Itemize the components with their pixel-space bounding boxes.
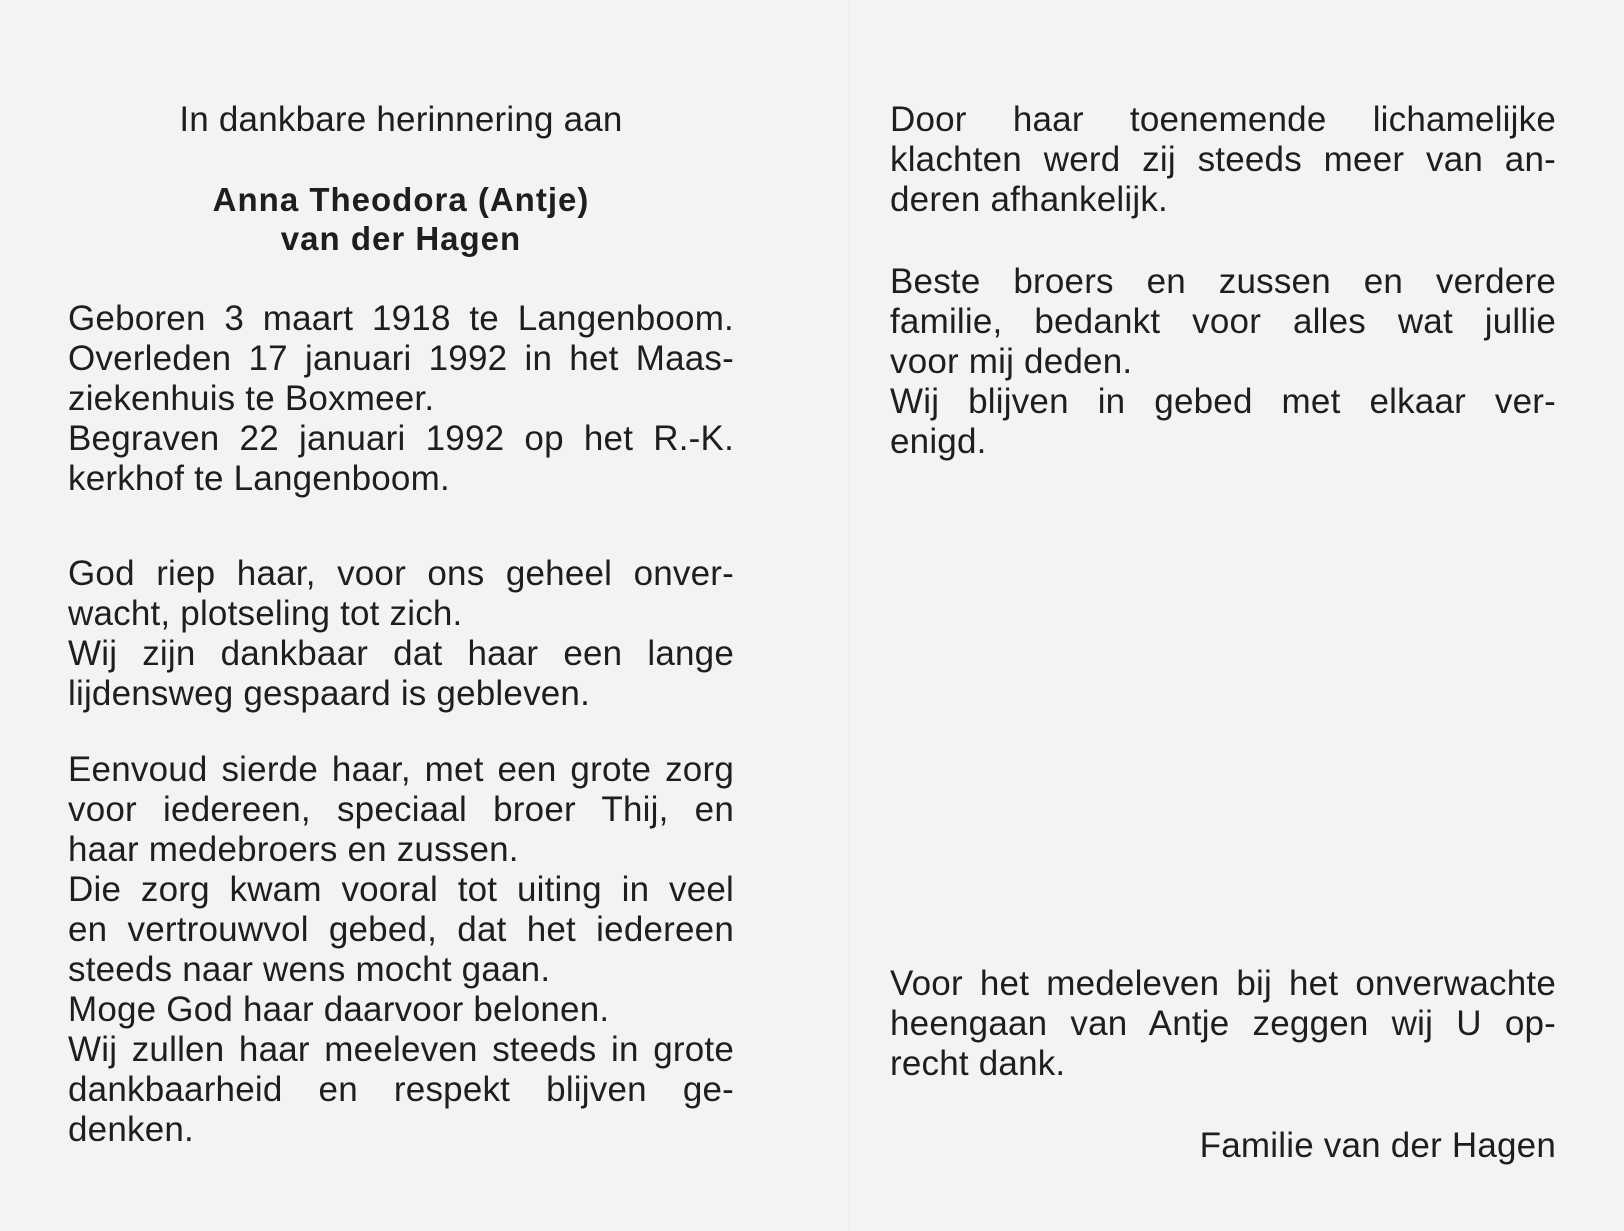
intro-text: In dankbare herinnering aan bbox=[179, 100, 623, 139]
text-line: heengaan van Antje zeggen wij U op- bbox=[890, 1004, 1556, 1043]
text-line: Eenvoud sierde haar, met een grote zorg bbox=[68, 750, 734, 789]
paragraph-thanks bbox=[890, 964, 1556, 1084]
burial-line: Begraven 22 januari 1992 op het R.-K. bbox=[68, 419, 734, 458]
text-line: familie, bedankt voor alles wat jullie bbox=[890, 302, 1556, 341]
deceased-name: Anna Theodora (Antje) bbox=[212, 181, 590, 218]
text-line: deren afhankelijk. bbox=[890, 180, 1168, 219]
text-line: voor iedereen, speciaal broer Thij, en bbox=[68, 790, 734, 829]
paragraph-family bbox=[890, 262, 1556, 462]
text-line: recht dank. bbox=[890, 1044, 1066, 1083]
text-line: enigd. bbox=[890, 422, 987, 461]
deceased-surname: van der Hagen bbox=[280, 220, 522, 257]
paragraph-complaints bbox=[890, 100, 1556, 220]
text-line: klachten werd zij steeds meer van an- bbox=[890, 140, 1556, 179]
text-line: God riep haar, voor ons geheel onver- bbox=[68, 554, 734, 593]
paragraph-character bbox=[68, 750, 734, 1150]
text-line: wacht, plotseling tot zich. bbox=[68, 594, 463, 633]
signature: Familie van der Hagen bbox=[1199, 1126, 1556, 1165]
text-line: lijdensweg gespaard is gebleven. bbox=[68, 674, 591, 713]
text-line: Voor het medeleven bij het onverwachte bbox=[890, 964, 1556, 1003]
text-line: Wij blijven in gebed met elkaar ver- bbox=[890, 382, 1556, 421]
text-line: haar medebroers en zussen. bbox=[68, 830, 519, 869]
text-line: Door haar toenemende lichamelijke bbox=[890, 100, 1556, 139]
text-line: denken. bbox=[68, 1110, 194, 1149]
death-place-line: ziekenhuis te Boxmeer. bbox=[68, 379, 435, 418]
text-line: en vertrouwvol gebed, dat het iedereen bbox=[68, 910, 734, 949]
burial-place-line: kerkhof te Langenboom. bbox=[68, 459, 450, 498]
facts-block bbox=[68, 299, 734, 499]
text-line: Beste broers en zussen en verdere bbox=[890, 262, 1556, 301]
text-line: steeds naar wens mocht gaan. bbox=[68, 950, 551, 989]
text-line: Wij zijn dankbaar dat haar een lange bbox=[68, 634, 734, 673]
text-line: dankbaarheid en respekt blijven ge- bbox=[68, 1070, 734, 1109]
text-line: Moge God haar daarvoor belonen. bbox=[68, 990, 610, 1029]
text-line: Die zorg kwam vooral tot uiting in veel bbox=[68, 870, 734, 909]
death-line: Overleden 17 januari 1992 in het Maas- bbox=[68, 339, 734, 378]
text-line: voor mij deden. bbox=[890, 342, 1133, 381]
card-fold bbox=[848, 0, 851, 1231]
text-line: Wij zullen haar meeleven steeds in grote bbox=[68, 1030, 734, 1069]
birth-line: Geboren 3 maart 1918 te Langenboom. bbox=[68, 299, 734, 338]
paragraph-calling bbox=[68, 554, 734, 714]
